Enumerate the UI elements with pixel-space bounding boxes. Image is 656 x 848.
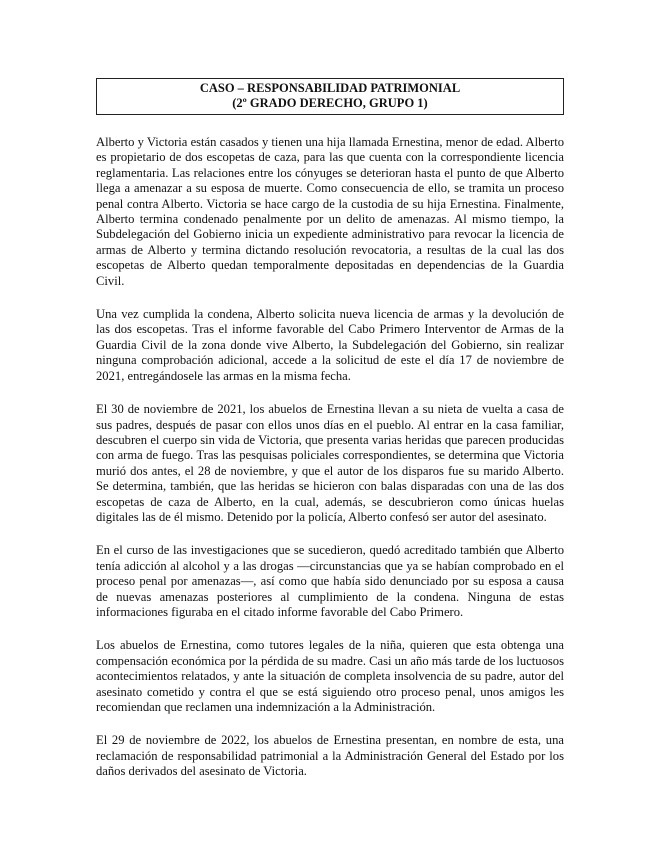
- paragraph-5: Los abuelos de Ernestina, como tutores legales de la niña, quieren que esta obtenga una compensación económica por la pérdida de su madre. Casi un año más tarde de los luctuosos acontecimientos relatados, y ante la situación de completa insolvencia de su padre, autor del asesinato cometido y contra el que se está siguiendo otro proceso penal, unos amigos les recomiendan que reclamen una indemnización a la Administración.: [96, 638, 564, 714]
- paragraph-3: El 30 de noviembre de 2021, los abuelos de Ernestina llevan a su nieta de vuelta a casa de sus padres, después de pasar con ellos unos días en el pueblo. Al entrar en la casa familiar, descubren el cuerpo sin vida de Victoria, que presenta varias heridas que parecen producidas con arma de fuego. Tras las pesquisas policiales correspondientes, se determina que Victoria murió dos antes, el 28 de noviembre, y que el autor de los disparos fue su marido Alberto. Se determina, también, que las heridas se hicieron con balas disparadas con una de las dos escopetas de caza de Alberto, en la cual, además, se descubrieron como únicas huelas digitales las de él mismo. Detenido por la policía, Alberto confesó ser autor del asesinato.: [96, 402, 564, 524]
- document-subtitle: (2º GRADO DERECHO, GRUPO 1): [232, 96, 428, 110]
- document-title: CASO – RESPONSABILIDAD PATRIMONIAL: [199, 81, 461, 95]
- paragraph-2: Una vez cumplida la condena, Alberto solicita nueva licencia de armas y la devolución de las dos escopetas. Tras el informe favorable del Cabo Primero Interventor de Armas de la Guardia Civil de la zona donde vive Alberto, la Subdelegación del Gobierno, sin realizar ninguna comprobación adicional, accede a la solicitud de este el día 17 de noviembre de 2021, entregándosele las armas en la misma fecha.: [96, 307, 564, 383]
- paragraph-4: En el curso de las investigaciones que se sucedieron, quedó acreditado también que Alberto tenía adicción al alcohol y a las drogas ―circunstancias que ya se habían comprobado en el proceso penal por amenazas―, así como que había sido denunciado por su esposa a causa de nuevas amenazas posteriores al cumplimiento de la condena. Ninguna de estas informaciones figuraba en el citado informe favorable del Cabo Primero.: [96, 543, 564, 619]
- paragraph-6: El 29 de noviembre de 2022, los abuelos de Ernestina presentan, en nombre de esta, una reclamación de responsabilidad patrimonial a la Administración General del Estado por los daños derivados del asesinato de Victoria.: [96, 733, 564, 779]
- paragraph-1: Alberto y Victoria están casados y tienen una hija llamada Ernestina, menor de edad. Alberto es propietario de dos escopetas de caza, para las que cuenta con la correspondiente licencia reglamentaria. Las relaciones entre los cónyuges se deterioran hasta el punto de que Alberto llega a amenazar a su esposa de muerte. Como consecuencia de ello, se tramita un proceso penal contra Alberto. Victoria se hace cargo de la custodia de su hija Ernestina. Finalmente, Alberto termina condenado penalmente por un delito de amenazas. Al mismo tiempo, la Subdelegación del Gobierno inicia un expediente administrativo para revocar la licencia de armas de Alberto y termina dictando resolución revocatoria, a resultas de la cual las dos escopetas de Alberto quedan temporalmente depositadas en dependencias de la Guardia Civil.: [96, 135, 564, 288]
- document-page: [96, 78, 564, 798]
- title-box: [96, 78, 564, 115]
